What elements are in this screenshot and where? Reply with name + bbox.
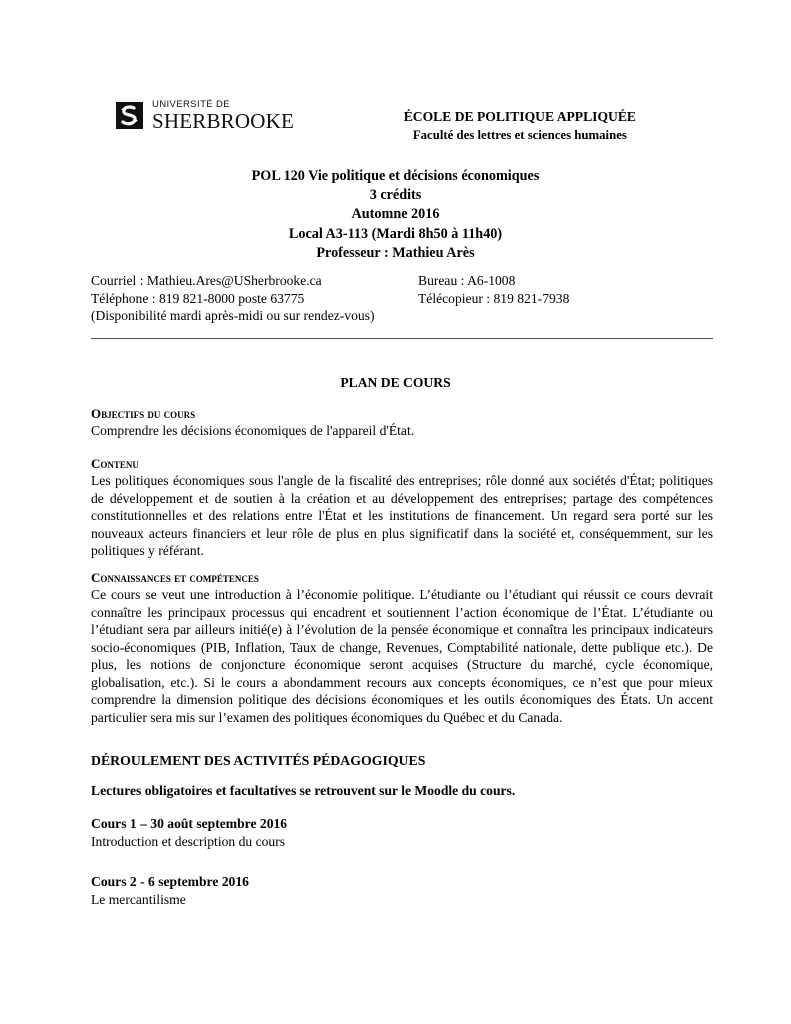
university-emblem-icon xyxy=(116,102,143,129)
faculty-name: Faculté des lettres et sciences humaines xyxy=(412,128,627,142)
course-term: Automne 2016 xyxy=(351,206,440,223)
course-title: POL 120 Vie politique et décisions économiques xyxy=(251,168,540,184)
readings-note: Lectures obligatoires et facultatives se retrouvent sur le Moodle du cours. xyxy=(91,783,516,798)
contact-phone: Téléphone : 819 821-8000 poste 63775 xyxy=(91,290,305,306)
session-description: Introduction et description du cours xyxy=(91,833,286,849)
horizontal-divider xyxy=(91,338,713,339)
contact-left xyxy=(91,272,375,325)
contact-availability: (Disponibilité mardi après-midi ou sur rendez-vous) xyxy=(91,308,375,323)
logo-text-line1: UNIVERSITÉ DE xyxy=(152,99,231,110)
section-body-objectifs: Comprendre les décisions économiques de l'appareil d'État. xyxy=(91,423,415,438)
section-heading-connaissances: Connaissances et compétences xyxy=(91,570,259,585)
contact-email: Courriel : Mathieu.Ares@USherbrooke.ca xyxy=(91,273,322,288)
course-professor: Professeur : Mathieu Arès xyxy=(316,244,475,261)
section-objectifs xyxy=(91,406,713,440)
section-heading-objectifs: Objectifs du cours xyxy=(91,406,196,421)
section-body-contenu: Les politiques économiques sous l'angle de la fiscalité des entreprises; rôle donné aux sociétés d'État; politiques de développement et de soutien à la création et au développement des entreprises; partage des compétences constitutionnelles et des relations entre l'État et les institutions de financement. Un regard sera porté sur les nouveaux acteurs financiers et leur rôle de plus en plus significatif dans la société et, conséquemment, sur les politiques y référant. xyxy=(91,473,713,558)
school-name: ÉCOLE DE POLITIQUE APPLIQUÉE xyxy=(403,109,636,124)
contact-office: Bureau : A6-1008 xyxy=(418,273,516,288)
plan-title: PLAN DE COURS xyxy=(340,375,451,390)
session-title: Cours 1 – 30 août septembre 2016 xyxy=(91,816,288,831)
activities-title: DÉROULEMENT DES ACTIVITÉS PÉDAGOGIQUES xyxy=(91,753,426,768)
course-location: Local A3-113 (Mardi 8h50 à 11h40) xyxy=(288,225,503,242)
section-heading-contenu: Contenu xyxy=(91,456,139,471)
session-description: Le mercantilisme xyxy=(91,891,186,907)
logo-text-line2: SHERBROOKE xyxy=(152,108,295,133)
section-body-connaissances: Ce cours se veut une introduction à l’économie politique. L’étudiante ou l’étudiant qui réussit ce cours devrait connaître les principaux processus qui encadrent et soutiennent l’action économique de l’État. L’étudiante ou l’étudiant sera par ailleurs initié(e) à l’évolution de la pensée économique et connaîtra les principaux indicateurs socio-économiques (PIB, Inflation, Taux de change, Revenues, Comptabilité nationale, dette publique etc.). De plus, les notions de conjoncture économique seront acquises (Structure du marché, cycle économique, globalisation, etc.). Si le cours a abondamment recours aux concepts économiques, ce n’est que pour mieux comprendre la dimension politique des décisions économiques et les outils économiques des États. Un accent particulier sera mis sur l’examen des politiques économiques du Québec et du Canada. xyxy=(91,587,713,725)
session-item xyxy=(91,815,287,850)
section-contenu xyxy=(91,456,713,560)
contact-fax: Télécopieur : 819 821-7938 xyxy=(418,290,570,306)
section-connaissances xyxy=(91,570,713,726)
university-logo xyxy=(116,100,294,132)
contact-right xyxy=(418,272,569,307)
session-title: Cours 2 - 6 septembre 2016 xyxy=(91,874,249,889)
course-info xyxy=(0,167,791,263)
school-header xyxy=(404,108,636,144)
session-item xyxy=(91,873,249,908)
course-credits: 3 crédits xyxy=(369,187,422,204)
